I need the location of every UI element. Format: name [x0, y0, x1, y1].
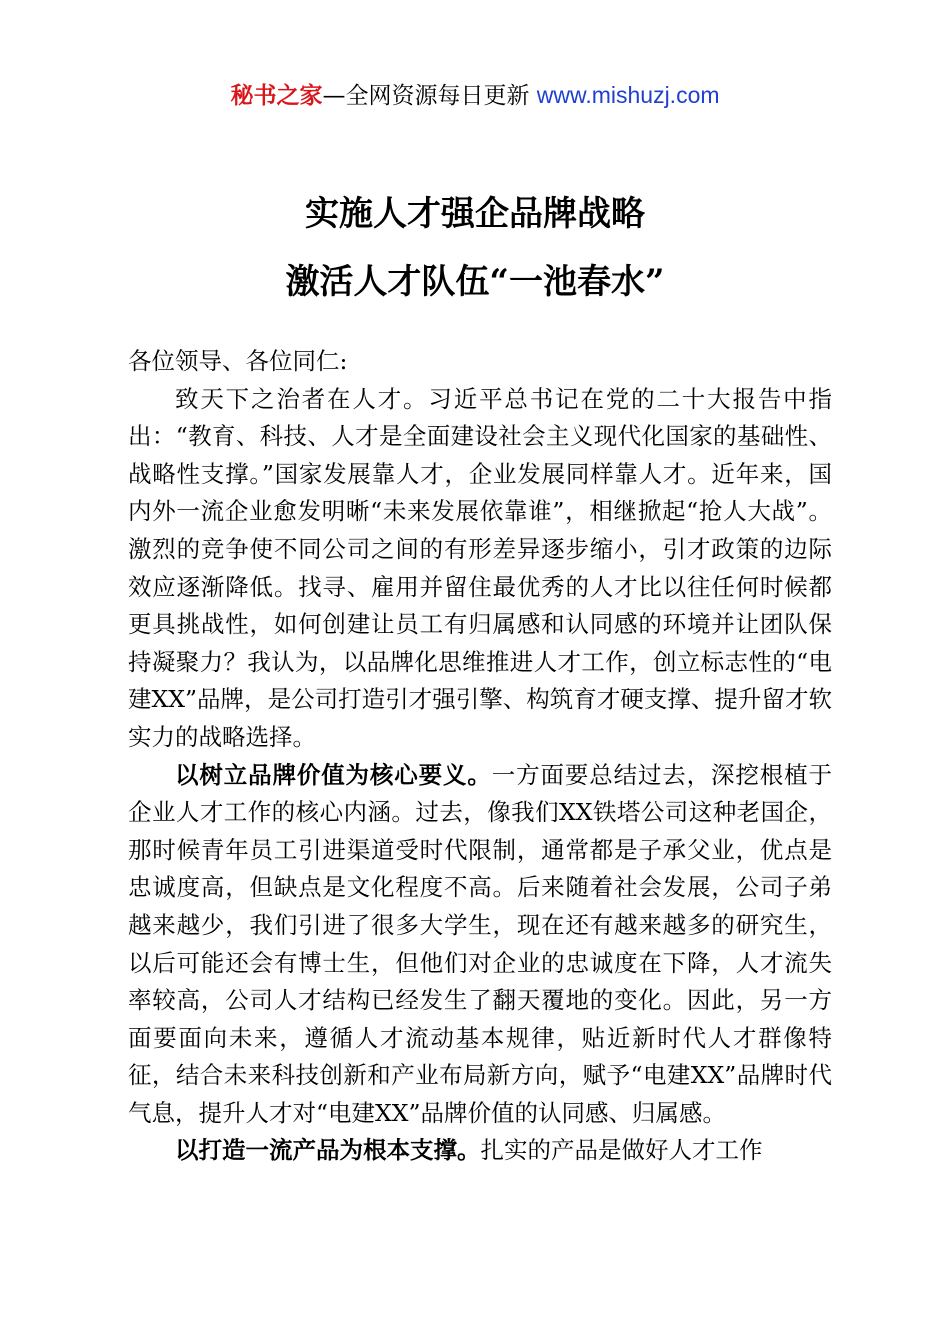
document-title — [0, 180, 950, 316]
paragraph-lead: 以树立品牌价值为核心要义。 — [175, 760, 492, 789]
paragraph-lead: 以打造一流产品为根本支撑。 — [175, 1136, 481, 1165]
site-brand: 秘书之家 — [230, 83, 323, 109]
paragraph-brand-value — [128, 757, 832, 1133]
paragraph-products — [128, 1132, 832, 1170]
paragraph-text: 一方面要总结过去，深挖根植于企业人才工作的核心内涵。过去，像我们XX铁塔公司这种老国企，那时候青年员工引进渠道受时代限制，通常都是子承父业，优点是忠诚度高，但缺点是文化程度不高。后来随着社会发展，公司子弟越来越少，我们引进了很多大学生，现在还有越来越多的研究生，以后可能还会有博士生，但他们对企业的忠诚度在下降，人才流失率较高，公司人才结构已经发生了翻天覆地的变化。因此，另一方面要面向未来，遵循人才流动基本规律，贴近新时代人才群像特征，结合未来科技创新和产业布局新方向，赋予“电建XX”品牌时代气息，提升人才对“电建XX”品牌价值的认同感、归属感。 — [128, 760, 832, 1127]
paragraph-text: 扎实的产品是做好人才工作 — [480, 1136, 763, 1165]
title-line-2: 激活人才队伍“一池春水” — [285, 262, 665, 302]
document-body — [128, 343, 832, 1170]
site-url-link[interactable]: www.mishuzj.com — [536, 82, 720, 108]
site-header — [0, 78, 950, 113]
paragraph-intro — [128, 381, 832, 757]
paragraph-text: 致天下之治者在人才。习近平总书记在党的二十大报告中指出：“教育、科技、人才是全面建设社会主义现代化国家的基础性、战略性支撑。”国家发展靠人才，企业发展同样靠人才。近年来，国内外一流企业愈发明晰“未来发展依靠谁”，相继掀起“抢人大战”。激烈的竞争使不同公司之间的有形差异逐步缩小，引才政策的边际效应逐渐降低。找寻、雇用并留住最优秀的人才比以往任何时候都更具挑战性，如何创建让员工有归属感和认同感的环境并让团队保持凝聚力？我认为，以品牌化思维推进人才工作，创立标志性的“电建XX”品牌，是公司打造引才强引擎、构筑育才硬支撑、提升留才软实力的战略选择。 — [128, 384, 832, 751]
site-tagline: —全网资源每日更新 — [322, 83, 530, 109]
salutation: 各位领导、各位同仁: — [128, 347, 348, 375]
title-line-1: 实施人才强企品牌战略 — [305, 194, 645, 234]
